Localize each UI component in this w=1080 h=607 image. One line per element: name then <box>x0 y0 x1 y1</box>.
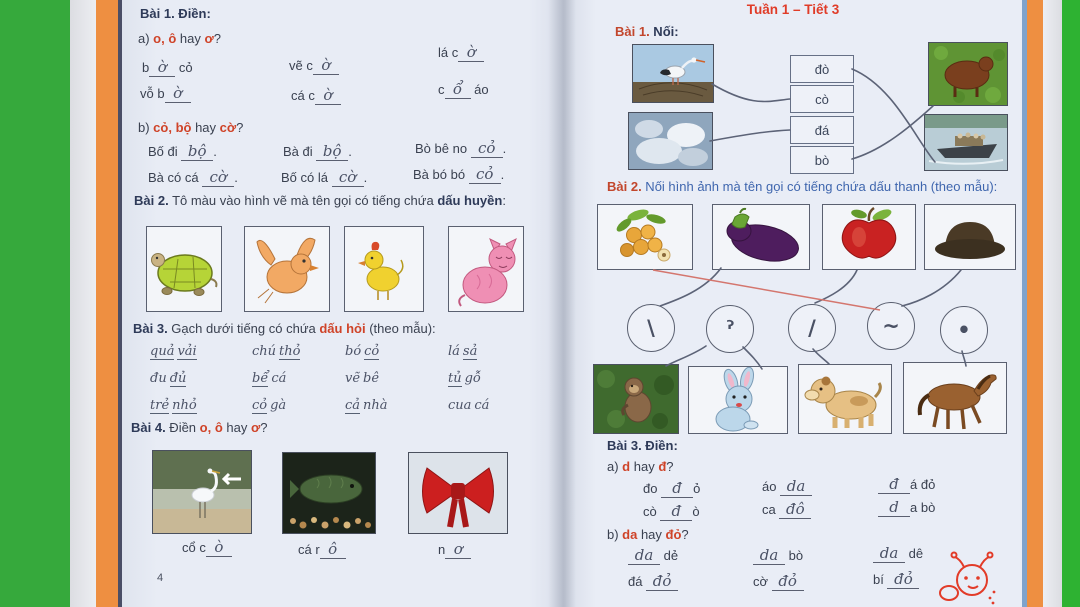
word-pair: tủ gỗ <box>448 371 481 386</box>
handwritten-answer: bộ <box>316 144 348 161</box>
hat-image <box>924 204 1016 270</box>
handwritten-answer: d <box>878 500 910 517</box>
page-stack-edge-left <box>70 0 96 607</box>
cow-photo <box>928 42 1008 106</box>
fish-photo <box>282 452 376 534</box>
fill-item: đá đỏ <box>628 574 678 591</box>
fill-item: da bò <box>753 548 803 565</box>
orange-cover-left <box>96 0 118 607</box>
right-bai2-heading: Bài 2. Nối hình ảnh mà tên gọi có tiếng chứa dấu thanh (theo mẫu): <box>607 179 998 194</box>
handwritten-answer: da <box>873 546 905 563</box>
handwritten-answer: ờ <box>165 86 191 103</box>
fill-item: cờ đỏ <box>753 574 804 591</box>
fill-item: Bà có cá cờ . <box>148 168 238 186</box>
wordbox-do: đò <box>790 55 854 83</box>
fill-item: bí đỏ <box>873 572 919 589</box>
handwritten-answer: đỏ <box>772 574 804 591</box>
fill-item: d a bò <box>878 500 935 517</box>
wordbox-da: đá <box>790 116 854 144</box>
ladybug-mascot-stamp <box>922 548 997 606</box>
fill-item: da dẻ <box>628 548 678 565</box>
handwritten-answer: cờ <box>332 170 364 187</box>
handwritten-answer: da <box>780 479 812 496</box>
page-number: 4 <box>157 572 164 584</box>
handwritten-answer: đ <box>660 504 692 521</box>
fill-item: c ổ áo <box>438 80 489 98</box>
green-background-right <box>1062 0 1080 607</box>
word-pair: đu đủ <box>150 371 187 386</box>
monkey-photo <box>593 364 679 434</box>
handwritten-answer: cỏ <box>471 141 503 158</box>
week-lesson-header: Tuần 1 – Tiết 3 <box>746 2 840 17</box>
handwritten-answer: ô <box>320 542 346 559</box>
fill-item: đ á đỏ <box>878 477 935 494</box>
handwritten-answer: ờ <box>315 88 341 105</box>
wordbox-bo: bò <box>790 146 854 174</box>
handwritten-answer: ờ <box>458 45 484 62</box>
handwritten-answer: đỏ <box>646 574 678 591</box>
handwritten-answer: ổ <box>445 82 471 99</box>
orange-cover-right <box>1027 0 1043 607</box>
fill-item: cá c ờ <box>291 88 341 105</box>
tone-sac: / <box>788 304 836 352</box>
fill-item: lá c ờ <box>438 45 484 62</box>
word-pair: cua cá <box>448 398 490 413</box>
photo-caption: n ơ <box>438 542 471 559</box>
word-pair: vẽ bê <box>345 371 380 386</box>
handwritten-answer: đỏ <box>887 572 919 589</box>
left-bai4-heading: Bài 4. Điền o, ô hay ơ? <box>131 420 268 435</box>
handwritten-answer: cờ <box>202 170 234 187</box>
right-bai3-b-label: b) da hay đỏ? <box>607 527 689 542</box>
book-spine-shadow <box>548 0 576 607</box>
fill-item: Bố đi bộ . <box>148 142 217 160</box>
right-bai1-heading: Bài 1. Nối: <box>615 24 679 39</box>
handwritten-answer: da <box>628 548 660 565</box>
apple-image <box>822 204 916 270</box>
fill-item: cò đ ò <box>643 502 700 520</box>
word-pair: cả nhà <box>345 398 388 413</box>
fill-item: ca đô <box>762 502 811 519</box>
handwritten-answer: cỏ <box>469 167 501 184</box>
word-pair: bó cỏ <box>345 344 380 359</box>
eggplant-image <box>712 204 810 270</box>
fill-item: da dê <box>873 546 923 563</box>
longan-fruit-image <box>597 204 693 270</box>
fill-item: Bà bó bó cỏ . <box>413 165 505 183</box>
right-bai3-heading: Bài 3. Điền: <box>607 438 678 453</box>
bird-image <box>244 226 330 312</box>
egret-photo <box>152 450 252 534</box>
rabbit-image <box>688 366 788 434</box>
stork-photo <box>632 44 714 103</box>
left-bai1-a-label: a) o, ô hay ơ? <box>138 31 221 46</box>
tone-hoi: ˀ <box>706 305 754 353</box>
handwritten-answer: đ <box>878 477 910 494</box>
fill-item: vỗ b ờ <box>140 86 191 103</box>
left-bai1-b-label: b) cỏ, bộ hay cờ? <box>138 120 244 135</box>
handwritten-answer: bộ <box>181 144 213 161</box>
handwritten-answer: đô <box>779 502 811 519</box>
green-background-left <box>0 0 70 607</box>
left-bai1-heading: Bài 1. Điền: <box>140 6 211 21</box>
handwritten-answer: ờ <box>149 60 175 77</box>
fill-item: áo da <box>762 479 812 496</box>
handwritten-answer: da <box>753 548 785 565</box>
stones-photo <box>628 112 713 170</box>
page-stack-edge-right <box>1043 0 1062 607</box>
word-pair: cỏ gà <box>252 398 287 413</box>
left-bai3-heading: Bài 3. Gạch dưới tiếng có chứa dấu hỏi (theo mẫu): <box>133 321 436 336</box>
word-pair: lá sả <box>448 344 478 359</box>
photo-caption: cổ c ò <box>182 540 232 557</box>
handwritten-answer: ò <box>206 540 232 557</box>
left-bai2-heading: Bài 2. Tô màu vào hình vẽ mà tên gọi có tiếng chứa dấu huyền: <box>134 193 506 208</box>
word-pair: chú thỏ <box>252 344 301 359</box>
turtle-image <box>146 226 222 312</box>
fill-item: Bà đi bộ . <box>283 142 352 160</box>
chick-image <box>344 226 424 312</box>
handwritten-answer: ờ <box>313 58 339 75</box>
bow-photo <box>408 452 508 534</box>
boat-photo <box>924 114 1008 171</box>
tone-huyen: \ <box>627 304 675 352</box>
right-bai3-a-label: a) d hay đ? <box>607 459 674 474</box>
handwritten-answer: đ <box>661 481 693 498</box>
dog-image <box>798 364 892 434</box>
word-pair: quả vải <box>150 344 197 359</box>
tone-nga: ~ <box>867 302 915 350</box>
cat-image <box>448 226 524 312</box>
horse-image <box>903 362 1007 434</box>
word-pair: bể cá <box>252 371 287 386</box>
wordbox-co: cò <box>790 85 854 113</box>
handwritten-answer: ơ <box>445 542 471 559</box>
fill-item: vẽ c ờ <box>289 58 339 75</box>
fill-item: Bò bê no cỏ . <box>415 139 507 157</box>
photo-caption: cá r ô <box>298 542 346 559</box>
fill-item: đo đ ỏ <box>643 479 701 497</box>
word-pair: trẻ nhỏ <box>150 398 197 413</box>
fill-item: b ờ cỏ <box>142 58 193 76</box>
fill-item: Bố có lá cờ . <box>281 168 368 186</box>
tone-nang: • <box>940 306 988 354</box>
